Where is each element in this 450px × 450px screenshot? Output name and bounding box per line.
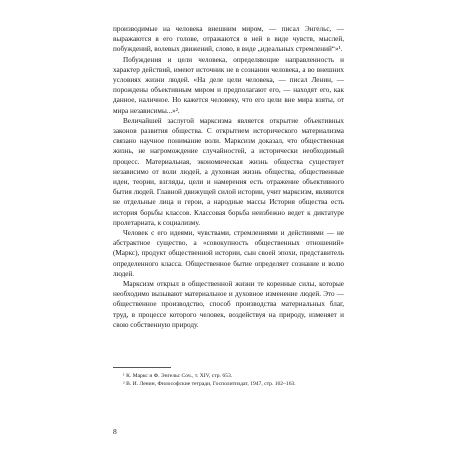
book-page: [113, 24, 344, 444]
paragraph-1: производимые на человека внешним миром, — писал Энгельс, — выражаются в его голове, отражаются в ней в виде чувств, мыслей, побуждений, волевых движений, слово, в виде „идеальных стремлений“»¹.: [113, 25, 344, 54]
paragraph-3: Величайшей заслугой марксизма является открытие объективных законов развития общества. С открытием исторического материализма связано научное понимание воли. Марксизм доказал, что общественная жизнь, не нагромождение случайностей, а исторически необходимый процесс. Материальная, экономическая жизнь общества существует независимо от воли людей, а духовная жизнь общества, общественные идеи, теории, взгляды, цели и намерения есть отражение объективного бытия людей. Главной движущей силой истории, учит марксизм, являются не отдельные лица и герои, а народные массы История общества есть история борьбы классов. Классовая борьба неизбежно ведет к диктатуре пролетариата, к социализму.: [113, 116, 344, 227]
footnotes: [113, 367, 344, 389]
paragraph-5: Марксизм открыл в общественной жизни те коренные силы, которые необходимо вызывают материальное и духовное изменение людей. Это — общественное производство, способ производства материальных благ, труд, в процессе которого человек, воздействуя на природу, изменяет и свою собственную природу.: [113, 280, 344, 329]
footnote-2: ² В. И. Ленин, Философские тетради, Госполитиздат, 1947, стр. 162–163.: [123, 381, 296, 388]
paragraph-4: Человек с его идеями, чувствами, стремлениями и действиями — не абстрактное существо, а «совокупность общественных отношений» (Маркс), продукт общественной истории, сын своей эпохи, представитель определенного класса. Общественное бытие определяет сознание и волю людей.: [113, 229, 344, 278]
footnote-1: ¹ К. Маркс и Ф. Энгельс Соч., т. XIV, стр. 653.: [123, 373, 233, 379]
footnote-divider: [113, 367, 171, 368]
body-text: [113, 24, 344, 330]
page-number: 8: [113, 427, 117, 436]
paragraph-2: Побуждения и цели человека, определяющие направленность и характер действий, имеют источник не в сознании человека, а во внешних условиях жизни людей. «На деле цели человека, — писал Ленин, —порождены объективным миром и предполагают его, — находят его, как данное, наличное. Но кажется человеку, что его цели вне мира взяты, от мира независимы...»².: [113, 55, 344, 115]
